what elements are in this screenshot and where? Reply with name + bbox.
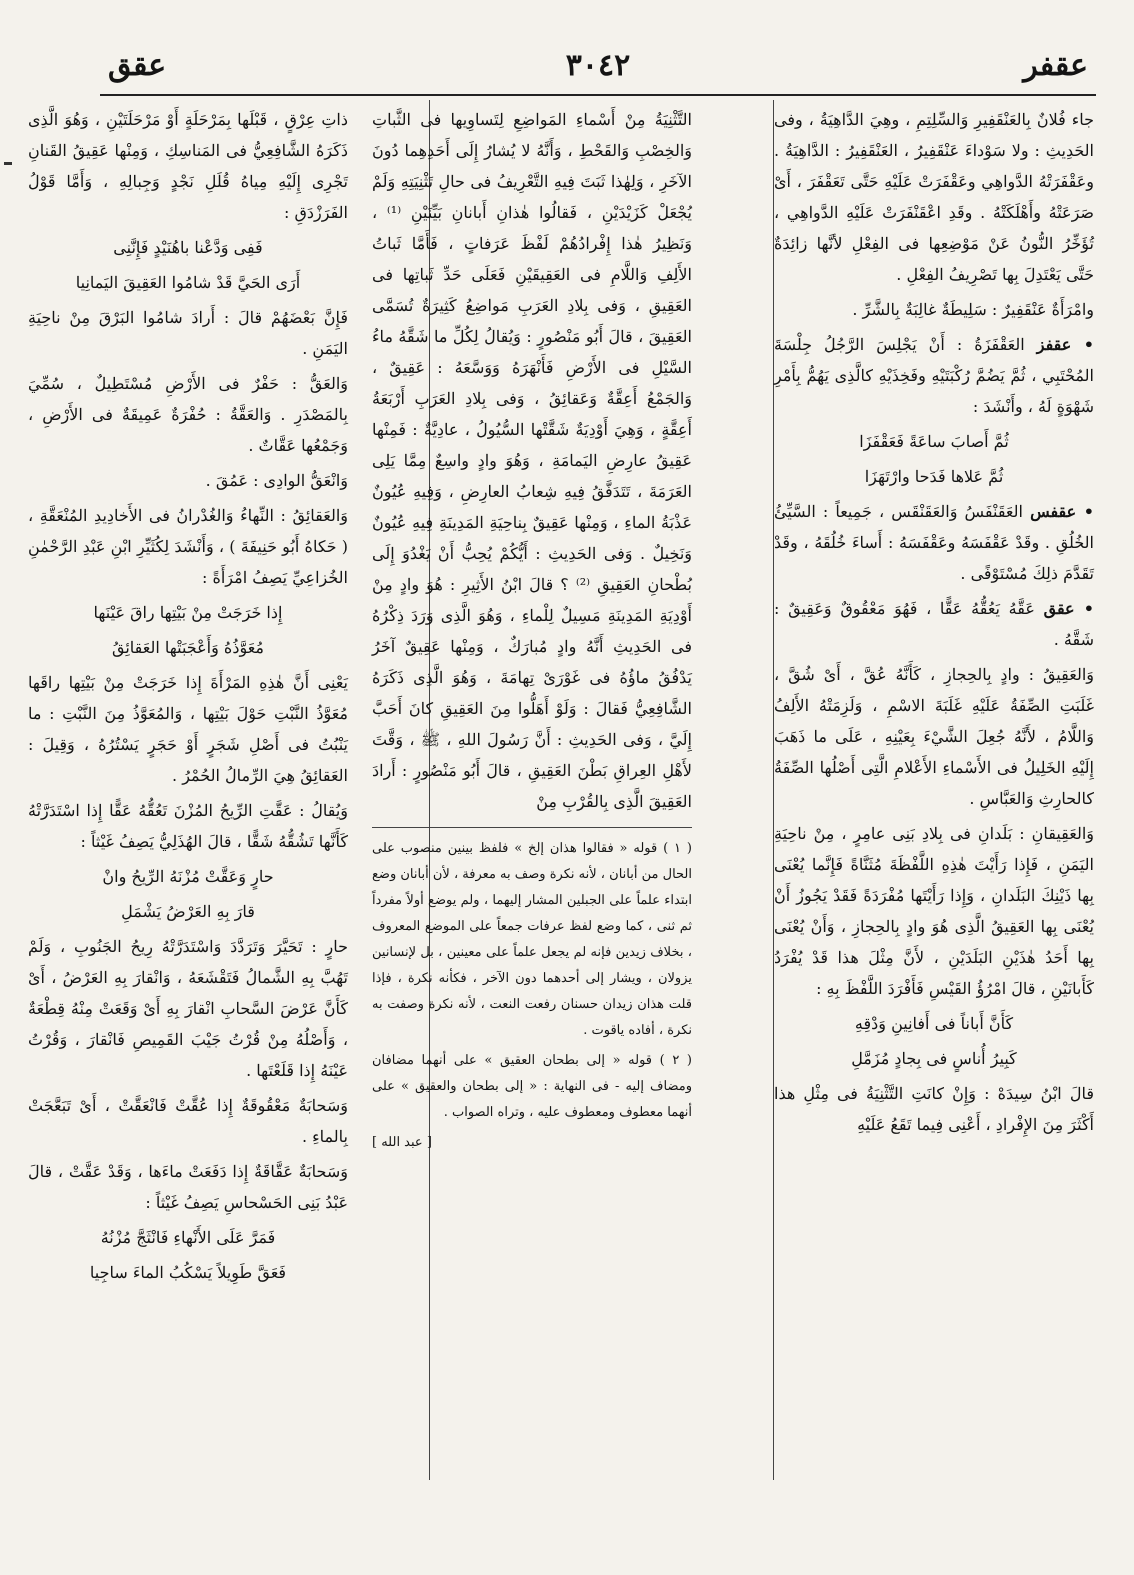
verse: أَرَى الحَيَّ قَدْ شامُوا العَقِيقَ اليَمانِيا — [75, 273, 301, 292]
entry-headword: عقفس — [1030, 502, 1077, 521]
entry-text: العَقَنْفَسُ وَالعَقَنْقَس ، جَمِيعاً : السَّيِّئُ الخُلُقِ . وقَدْ عَقْفَسَهُ وعَقْفَسَهُ : أَساءَ خُلُقَهُ ، وقَدْ تَقَدَّمَ ذلِكَ مُسْتَوْفًى . — [774, 502, 1094, 583]
header-rule — [100, 94, 1096, 96]
entry: • عقفز العَقْفَزَةُ : أَنْ يَجْلِسَ الرَّجُلُ جِلْسَةَ المُحْتَبِي ، ثُمَّ يَضُمَّ رُكْبَتَيْهِ وفَخِذَيْهِ كالَّذِى يَهُمُّ بِأَمْرِ شَهْوَةٍ لَهُ ، وأَنْشَدَ : — [774, 335, 1095, 416]
verse: فَفِى وَدَّعْنا باهُنَيْدٍ فَإِنَّنِى — [113, 238, 263, 257]
verse: كَأَنَّ أَباناً فى أَفانِينِ وَدْقِهِ — [854, 1014, 1014, 1033]
paragraph: قالَ ابْنُ سِيدَهْ : وَإِنْ كانَتِ التَّثْنِيَةُ فى مِثْلِ هذا أَكْثَرَ مِنَ الإِفْرادِ ، أَعْنِى فِيما تَقَعُ عَلَيْهِ — [774, 1084, 1094, 1134]
paragraph: جاء فُلانٌ بِالعَنْقَفِيرِ وَالسِّلِتِمِ ، وهِيَ الدَّاهِيَةُ ، وفى الحَدِيثِ : ولا سَوْداءَ عَنْقَفِيرُ ، العَنْقَفِيرُ : الدَّاهِيَةُ . وعَقْفَرَتْهُ الدَّواهِي وعَقْفَرَتْ عَلَيْهِ حَتَّى تَعَقْفَرَ ، أَىْ صَرَعَتْهُ وأَهْلَكَتْهُ . وقَدِ اعْقَنْفَرَتْ عَلَيْهِ الدَّواهِي ، تُؤَخِّرُ النُّونُ عَنْ مَوْضِعِها فى الفِعْلِ لأنَّها زائِدَةٌ حَتَّى يَعْتَدِلَ بِها تَصْرِيفُ الفِعْلِ . — [774, 110, 1094, 284]
footnote: ( ٢ ) قوله « إلى بطحان العقيق » على أنهما مضافان ومضاف إليه - فى النهاية : « إلى بطحان والعقيق » على أنهما معطوف ومعطوف عليه ، وتراه الصواب . — [372, 1053, 692, 1120]
running-headword-right: عقفر — [1023, 48, 1088, 83]
page-header — [102, 42, 1094, 92]
verse: كَبِيرُ أُناسٍ فى بِجادٍ مُزَمَّلِ — [851, 1049, 1017, 1068]
verse: فَعَقَّ طَوِيلاً يَسْكُبُ الماءَ ساجِيا — [89, 1263, 287, 1282]
entry: • عقفس العَقَنْفَسُ وَالعَقَنْقَس ، جَمِيعاً : السَّيِّئُ الخُلُقِ . وقَدْ عَقْفَسَهُ وعَقْفَسَهُ : أَساءَ خُلُقَهُ ، وقَدْ تَقَدَّمَ ذلِكَ مُسْتَوْفًى . — [774, 502, 1095, 583]
entry: • عقق عَقَّهُ يَعُقُّهُ عَقًّا ، فَهُوَ مَعْقُوقٌ وَعَقِيقٌ : شَقَّهُ . — [774, 599, 1095, 649]
entry-headword: عقق — [1043, 599, 1075, 618]
footnote: ( ١ ) قوله « فقالوا هذان إلخ » فلفظ بينين منصوب على الحال من أبانان ، لأنه نكرة وصف به معرفة ، لأن أبانان وضع ابتداء علماً على الجبلين المشار إليهما ، ولم يوضع أولاً مفرداً ثم ثنى ، كما وضع لفظ عرفات جمعاً على الموضع المعروف ، بخلاف زيدين فإنه لم يجعل علماً على معينين ، بل لإنسانين يزولان ، ويشار إلى أحدهما دون الآخر ، فكأنه نكرة ، فإذا قلت هذان زيدان حسنان رفعت النعت ، لأنه نكرة وصفت به نكرة ، أفاده ياقوت . — [372, 841, 692, 1038]
footnote-signature: [ عبد الله ] — [372, 1135, 432, 1150]
footnote-rule — [372, 827, 692, 828]
entry-text: عَقَّهُ يَعُقُّهُ عَقًّا ، فَهُوَ مَعْقُوقٌ وَعَقِيقٌ : شَقَّهُ . — [774, 599, 1094, 649]
entry-headword: عقفز — [1036, 335, 1072, 354]
paragraph: وَالعَقُّ : حَفْرٌ فى الأَرْضِ مُسْتَطِيلٌ ، سُمِّيَ بِالمَصْدَرِ . وَالعَقَّةُ : حُفْرَةٌ عَمِيقَةٌ فى الأَرْضِ ، وَجَمْعُها عَقَّاتٌ . — [28, 374, 348, 455]
paragraph: ذاتِ عِرْقٍ ، قَبْلَها بِمَرْحَلَةٍ أَوْ مَرْحَلَتَيْنِ ، وَهُوَ الَّذِى ذَكَرَهُ الشَّافِعِيُّ فى المَناسِكِ ، وَمِنْها عَقِيقُ القَنانِ تَجْرِى إِلَيْهِ مِياهُ قُلَلِ نَجْدٍ وَجِبالِهِ ، وَأَمَّا قَوْلُ الفَرَزْدَقِ : — [28, 110, 348, 222]
paragraph: وَانْعَقُّ الوادِى : عَمُقَ . — [205, 471, 348, 490]
paragraph: وَسَحابَةٌ عَقَّاقَةٌ إِذا دَفَعَتْ ماءَها ، وَقَدْ عَقَّتْ ، قالَ عَبْدُ بَنِى الحَسْحاسِ يَصِفُ غَيْثاً : — [28, 1162, 348, 1212]
paragraph: فَإِنَّ بَعْضَهُمْ قالَ : أَرادَ شامُوا البَرْقَ مِنْ ناحِيَةِ اليَمَنِ . — [28, 308, 348, 358]
verse: ثُمَّ عَلاها فَدَحا وارْتَهَزَا — [864, 467, 1004, 486]
column-left — [28, 104, 348, 1292]
verse: فَمَرَّ عَلَى الأَنْهاءِ فَانْثَجَّ مُزْنُهُ — [100, 1228, 276, 1247]
paragraph: التَّثْنِيَةُ مِنْ أَسْماءِ المَواضِعِ لِتَساوِيها فى الثَّباتِ وَالخِصْبِ وَالقَحْطِ ، وَأَنَّهُ لا يُشارُ إِلَى أَحَدِهِما دُونَ الآخَرِ ، وَلِهٰذا ثَبَتَ فِيهِ التَّعْرِيفُ فى حالِ تَثْنِيَتِهِ وَلَمْ يُجْعَلْ كَزَيْدَيْنِ ، فَقالُوا هٰذانِ أَبانانِ بَيِّنَيْنِ ⁽¹⁾ ، وَنَظِيرُ هٰذا إِفْرادُهُمْ لَفْظَ عَرَفاتٍ ، فَأَمَّا ثَباتُ الأَلِفِ وَاللَّامِ فى العَقِيقَيْنِ فَعَلَى حَدِّ ثَباتِها فى العَقِيقِ ، وَفى بِلادِ العَرَبِ مَواضِعُ كَثِيرَةٌ تُسَمَّى العَقِيقَ ، قالَ أَبُو مَنْصُورٍ : وَيُقالُ لِكُلِّ ما شَقَّهُ ماءُ السَّيْلِ فى الأَرْضِ فَأَنْهَرَهُ وَوَسَّعَهُ : عَقِيقٌ ، وَالجَمْعُ أَعِقَّةٌ وَعَقائِقُ ، وَفى بِلادِ العَرَبِ أَرْبَعَةُ أَعِقَّةٍ ، وَهِيَ أَوْدِيَةٌ شَقَّتْها السُّيُولُ ، عادِيَّةٌ : فَمِنْها عَقِيقُ عارِضِ اليَمامَةِ ، وَهُوَ وادٍ واسِعٌ مِمَّا يَلِى العَرَمَةَ ، تَتَدَفَّقُ فِيهِ شِعابُ العارِضِ ، وَفِيهِ عُيُونٌ عَذْبَةُ الماءِ ، وَمِنْها عَقِيقٌ بِناحِيَةِ المَدِينَةِ فِيهِ عُيُونٌ وَنَخِيلٌ . وَفى الحَدِيثِ : أَيُّكُمْ يُحِبُّ أَنْ يَغْدُوَ إِلَى بُطْحانِ العَقِيقِ ⁽²⁾ ؟ قالَ ابْنُ الأَثِيرِ : هُوَ وادٍ مِنْ أَوْدِيَةِ المَدِينَةِ مَسِيلٌ لِلْماءِ ، وَهُوَ الَّذِى وَرَدَ ذِكْرُهُ فى الحَدِيثِ أَنَّهُ وادٍ مُبارَكٌ ، وَمِنْها عَقِيقٌ آخَرُ يَدْفُقُ ماؤُهُ فى غَوْرَىْ تِهامَةَ ، وَهُوَ الَّذِى ذَكَرَهُ الشَّافِعِيُّ فَقالَ : وَلَوْ أَهَلُّوا مِنَ العَقِيقِ كانَ أَحَبَّ إِلَيَّ ، وَفى الحَدِيثِ : أَنَّ رَسُولَ اللهِ ، ﷺ ، وَقَّتَ لأَهْلِ العِراقِ بَطْنَ العَقِيقِ ، قالَ أَبُو مَنْصُورٍ : أَرادَ العَقِيقَ الَّذِى بِالقُرْبِ مِنْ — [372, 110, 693, 811]
verse: حارٍ وَعَقَّتْ مُزْنَهُ الرِّيحُ وانْ — [102, 867, 274, 886]
verse: ثُمَّ أَصابَ ساعَةً فَعَقْفَزَا — [859, 432, 1009, 451]
paragraph: حارٍ : تَحَيَّرَ وَتَرَدَّدَ وَاسْتَدَرَّتْهُ رِيحُ الجَنُوبِ ، وَلَمْ تَهُبَّ بِهِ الشَّمالُ فَتَقْشَعَهُ ، وَانْقارَ بِهِ العَرْضُ ، أَىْ كَأَنَّ عَرْضَ السَّحابِ انْقارَ بِهِ أَىْ وَقَعَتْ مِنْهُ قِطْعَةٌ ، وَأَصْلُهُ مِنْ قُرْتُ جَيْبَ القَمِيصِ فَانْقارَ ، وَقُرْتُ عَيْنَهُ إِذا قَلَعْتَها . — [28, 937, 348, 1080]
verse: إِذا خَرَجَتْ مِنْ بَيْتِها راقَ عَيْنَها — [93, 603, 283, 622]
paragraph: يَعْنِى أَنَّ هٰذِهِ المَرْأَةَ إِذا خَرَجَتْ مِنْ بَيْتِها راقَها مُعَوَّذُ النَّبْتِ حَوْلَ بَيْتِها ، وَالمُعَوَّذُ مِنَ النَّبْتِ : ما يَنْبُتُ فى أَصْلِ شَجَرٍ أَوْ حَجَرٍ يَسْتُرُهُ ، وَقِيلَ : العَقائِقُ هِيَ الرِّمالُ الحُمْرُ . — [28, 673, 348, 785]
running-headword-left: عقق — [108, 48, 167, 83]
verse: قارَ بِهِ العَرْضُ يَشْمَلِ — [121, 902, 255, 921]
column-right — [774, 104, 1094, 1144]
paragraph: وَالعَقِيقانِ : بَلَدانِ فى بِلادِ بَنِى عامِرٍ ، مِنْ ناحِيَةِ اليَمَنِ ، فَإِذا رَأَيْتَ هٰذِهِ اللَّفْظَةَ مُثَنَّاةً فَإِنَّما يُعْنَى بِها ذَيْنِكَ البَلَدانِ ، وَإِذا رَأَيْتَها مُفْرَدَةً فَقَدْ يَجُوزُ أَنْ يُعْنَى بِها العَقِيقُ الَّذِى هُوَ وادٍ بِالحِجازِ ، وَأَنْ يُعْنَى بِها أَحَدُ هٰذَيْنِ البَلَدَيْنِ ، لأَنَّ مِثْلَ هذا قَدْ يُفْرَدُ كَأَبانَيْنِ ، قالَ امْرُؤُ القَيْسِ فَأَفْرَدَ اللَّفْظَ بِهِ : — [774, 824, 1094, 998]
verse: مُعَوَّذُهُ وَأَعْجَبَتْها العَقائِقُ — [112, 638, 264, 657]
column-middle — [372, 104, 692, 1160]
margin-mark — [4, 162, 12, 165]
paragraph: وَيُقالُ : عَقَّتِ الرِّيحُ المُزْنَ تَعُقُّهُ عَقًّا إِذا اسْتَدَرَّتْهُ كَأَنَّها تَشُقُّهُ شَقًّا ، قالَ الهُذَلِيُّ يَصِفُ غَيْثاً : — [28, 801, 348, 851]
paragraph: وامْرَأَةٌ عَنْقَفِيرٌ : سَلِيطَةٌ غالِبَةٌ بِالشَّرِّ . — [852, 300, 1094, 319]
paragraph: وَسَحابَةٌ مَعْقُوقَةٌ إِذا عُقَّتْ فَانْعَقَّتْ ، أَىْ تَبَعَّجَتْ بِالماءِ . — [28, 1096, 348, 1146]
entry-text: العَقْفَزَةُ : أَنْ يَجْلِسَ الرَّجُلُ جِلْسَةَ المُحْتَبِي ، ثُمَّ يَضُمَّ رُكْبَتَيْهِ وفَخِذَيْهِ كالَّذِى يَهُمُّ بِأَمْرِ شَهْوَةٍ لَهُ ، وأَنْشَدَ : — [774, 335, 1094, 416]
page-number: ٣٠٤٢ — [565, 48, 631, 83]
paragraph: وَالعَقائِقُ : النِّهاءُ وَالغُدْرانُ فى الأَخادِيدِ المُنْعَقَّةِ ، ( حَكاهُ أَبُو حَنِيفَةَ ) ، وَأَنْشَدَ لِكُثَيِّرِ ابْنِ عَبْدِ الرَّحْمٰنِ الخُزاعِيِّ يَصِفُ امْرَأَةً : — [28, 506, 348, 587]
paragraph: وَالعَقِيقُ : وادٍ بِالحِجازِ ، كَأَنَّهُ عُقَّ ، أَىْ شُقَّ ، غَلَبَتِ الصِّفَةُ عَلَيْهِ غَلَبَةَ الاسْمِ ، وَلَزِمَتْهُ الأَلِفُ وَاللَّامُ ، لأَنَّهُ جُعِلَ الشَّيْءَ بِعَيْنِهِ ، عَلَى ما ذَهَبَ إِلَيْهِ الخَلِيلُ فى الأَسْماءِ الأَعْلامِ الَّتِى أَصْلُها الصِّفَةُ كالحارِثِ وَالعَبَّاسِ . — [774, 665, 1094, 808]
